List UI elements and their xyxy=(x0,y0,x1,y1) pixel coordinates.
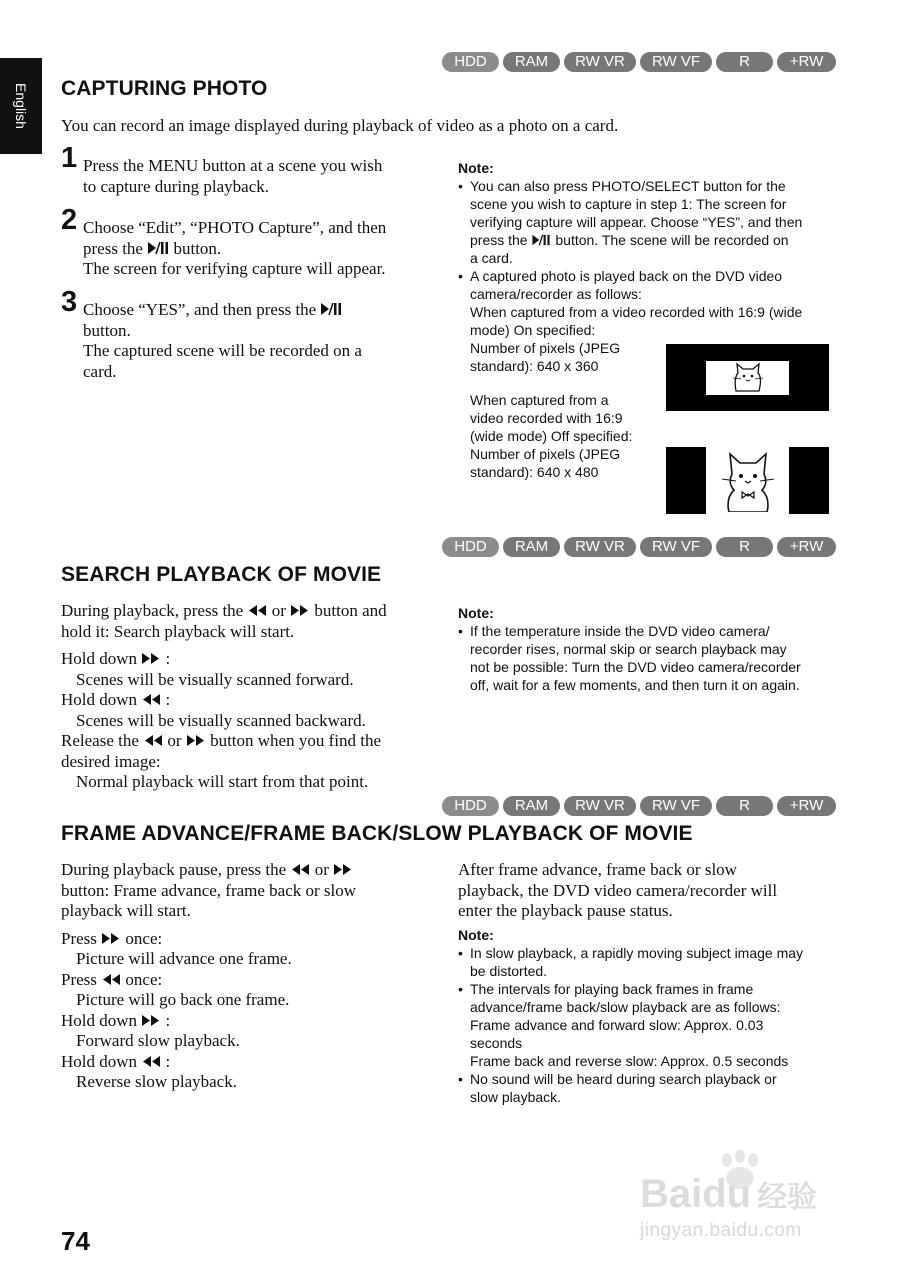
play-pause-icon xyxy=(531,234,551,246)
step-number: 1 xyxy=(61,142,78,174)
fast-forward-icon xyxy=(333,863,353,876)
badge-r: R xyxy=(716,52,773,72)
note-bullet xyxy=(458,622,838,694)
badge-rw-vf: RW VF xyxy=(640,796,712,816)
frame-after-text xyxy=(458,860,858,922)
body-text: Hold down xyxy=(61,649,138,668)
body-text: button: Frame advance, frame back or slow xyxy=(61,880,357,900)
baidu-watermark xyxy=(640,1150,860,1250)
note-bullet xyxy=(458,1070,843,1106)
body-text: Hold down xyxy=(61,690,138,709)
rewind-icon xyxy=(101,973,121,986)
note-line: • The intervals for playing back frames in frame xyxy=(470,981,754,997)
watermark-brand: Baidu xyxy=(640,1172,752,1216)
frame-body: During playback pause, press the or button: Frame advance, frame back or slow playback will start. Press once: Picture will advance one frame. Press once: Picture will go back one frame. Hold down : Forward slow playback. Hold down : Reverse slow playback. xyxy=(61,860,446,1093)
frame-note xyxy=(458,926,843,1106)
watermark-url: jingyan.baidu.com xyxy=(640,1220,802,1241)
fast-forward-icon xyxy=(186,734,206,747)
wide-mode-off-illustration xyxy=(666,447,829,514)
step-text: The screen for verifying capture will appear. xyxy=(83,259,386,278)
note-line: slow playback. xyxy=(470,1089,562,1105)
language-tab xyxy=(0,58,42,154)
body-text: Press xyxy=(61,928,97,948)
note-line: verifying capture will appear. Choose “YES”, and then xyxy=(470,214,803,230)
note-line: • If the temperature inside the DVD video camera/ xyxy=(470,623,770,639)
step-text: press the xyxy=(83,238,143,258)
badge-plus-rw: +RW xyxy=(777,796,836,816)
note-line: • You can also press PHOTO/SELECT button for the xyxy=(470,178,786,194)
note-line: • In slow playback, a rapidly moving subject image may xyxy=(470,945,804,961)
body-text: enter the playback pause status. xyxy=(458,901,673,920)
section-title-capture: CAPTURING PHOTO xyxy=(61,77,268,100)
badge-rw-vr: RW VR xyxy=(564,537,636,557)
body-text: once: xyxy=(125,928,163,948)
note-line: camera/recorder as follows: xyxy=(470,286,642,302)
body-text: After frame advance, frame back or slow xyxy=(458,860,737,879)
note-line: When captured from a video recorded with 16:9 (wide xyxy=(470,304,803,320)
search-note xyxy=(458,604,838,694)
badge-rw-vf: RW VF xyxy=(640,537,712,557)
media-badges-2 xyxy=(442,537,836,557)
body-text: During playback pause, press the xyxy=(61,860,287,879)
step-text: button. xyxy=(173,238,222,258)
note-line: scene you wish to capture in step 1: The screen for xyxy=(470,196,787,212)
badge-rw-vr: RW VR xyxy=(564,52,636,72)
body-text: hold it: Search playback will start. xyxy=(61,621,295,641)
note-line: not be possible: Turn the DVD video camera/recorder xyxy=(470,659,801,675)
body-text: playback, the DVD video camera/recorder will xyxy=(458,880,778,900)
body-text: once: xyxy=(125,969,163,989)
badge-ram: RAM xyxy=(503,796,560,816)
badge-ram: RAM xyxy=(503,52,560,72)
step-number: 3 xyxy=(61,286,78,318)
note-line: advance/frame back/slow playback are as follows: xyxy=(470,999,781,1015)
rewind-icon xyxy=(141,693,161,706)
step-text: to capture during playback. xyxy=(83,176,269,196)
step-text: Choose “Edit”, “PHOTO Capture”, and then xyxy=(83,218,387,237)
body-text: Scenes will be visually scanned forward. xyxy=(76,669,354,689)
badge-rw-vr: RW VR xyxy=(564,796,636,816)
note-title: Note: xyxy=(458,160,494,176)
body-text: Forward slow playback. xyxy=(76,1031,240,1050)
badge-r: R xyxy=(716,537,773,557)
note-line: Number of pixels (JPEG xyxy=(470,446,621,462)
fast-forward-icon xyxy=(141,652,161,665)
note-line: video recorded with 16:9 xyxy=(470,410,623,426)
step-text: card. xyxy=(83,361,117,381)
capture-note xyxy=(458,159,838,481)
note-line: seconds xyxy=(470,1035,523,1051)
body-text: button and xyxy=(314,601,387,620)
body-text: Release the xyxy=(61,731,139,750)
step-text: The captured scene will be recorded on a xyxy=(83,341,362,360)
note-bullet xyxy=(458,177,838,267)
body-text: Picture will go back one frame. xyxy=(76,990,290,1009)
step-text: button. xyxy=(83,320,131,340)
note-line: Frame advance and forward slow: Approx. 0.03 xyxy=(470,1017,764,1033)
badge-hdd: HDD xyxy=(442,52,499,72)
rewind-icon xyxy=(141,1055,161,1068)
body-text: Press xyxy=(61,969,97,989)
fast-forward-icon xyxy=(101,932,121,945)
badge-hdd: HDD xyxy=(442,537,499,557)
section-title-frame: FRAME ADVANCE/FRAME BACK/SLOW PLAYBACK OF MOVIE xyxy=(61,822,693,845)
badge-ram: RAM xyxy=(503,537,560,557)
rewind-icon xyxy=(247,604,267,617)
body-text: Reverse slow playback. xyxy=(76,1072,237,1091)
watermark-sub: 经验 xyxy=(757,1181,818,1214)
note-line: off, wait for a few moments, and then turn it on again. xyxy=(470,677,800,693)
note-title: Note: xyxy=(458,927,494,943)
body-text: Hold down xyxy=(61,1051,138,1071)
section-title-search: SEARCH PLAYBACK OF MOVIE xyxy=(61,563,382,586)
cat-icon xyxy=(730,361,766,395)
body-text: button when you find the xyxy=(210,731,381,750)
note-line: mode) On specified: xyxy=(470,322,596,338)
note-line: Number of pixels (JPEG xyxy=(470,340,621,356)
badge-plus-rw: +RW xyxy=(777,52,836,72)
cat-icon xyxy=(720,450,776,512)
body-text: playback will start. xyxy=(61,901,191,920)
body-text: Picture will advance one frame. xyxy=(76,949,292,968)
badge-r: R xyxy=(716,796,773,816)
fast-forward-icon xyxy=(290,604,310,617)
note-line: recorder rises, normal skip or search playback may xyxy=(470,641,787,657)
note-title: Note: xyxy=(458,605,494,621)
note-line: When captured from a xyxy=(470,392,609,408)
body-text: or xyxy=(271,601,286,620)
step-number: 2 xyxy=(61,204,78,236)
body-text: During playback, press the xyxy=(61,601,244,620)
media-badges-3 xyxy=(442,796,836,816)
language-tab-label: English xyxy=(13,83,29,129)
note-line: a card. xyxy=(470,250,513,266)
wide-mode-on-illustration xyxy=(666,344,829,411)
note-bullet xyxy=(458,944,843,980)
note-line: press the xyxy=(470,232,528,248)
note-line: button. The scene will be recorded on xyxy=(555,232,789,248)
note-line: • A captured photo is played back on the DVD video xyxy=(470,268,783,284)
badge-plus-rw: +RW xyxy=(777,537,836,557)
body-text: Scenes will be visually scanned backward. xyxy=(76,710,366,730)
body-text: or xyxy=(314,860,329,879)
note-line: • No sound will be heard during search playback or xyxy=(470,1071,777,1087)
note-bullet xyxy=(458,980,843,1070)
media-badges-1 xyxy=(442,52,836,72)
page-number: 74 xyxy=(61,1226,90,1256)
play-pause-icon xyxy=(147,241,169,255)
body-text: desired image: xyxy=(61,751,161,771)
note-line: Frame back and reverse slow: Approx. 0.5 seconds xyxy=(470,1053,789,1069)
body-text: or xyxy=(167,731,182,750)
fast-forward-icon xyxy=(141,1014,161,1027)
step-text: Press the MENU button at a scene you wish xyxy=(83,156,383,175)
note-line: (wide mode) Off specified: xyxy=(470,428,633,444)
note-line: standard): 640 x 480 xyxy=(470,464,599,480)
badge-hdd: HDD xyxy=(442,796,499,816)
rewind-icon xyxy=(290,863,310,876)
play-pause-icon xyxy=(320,302,342,316)
search-body: During playback, press the or button and hold it: Search playback will start. Hold down : Scenes will be visually scanned forward. Hold down : Scenes will be visually scanned backward. Release the or button when you find the desired image: Normal playback will start from that point. xyxy=(61,601,446,793)
badge-rw-vf: RW VF xyxy=(640,52,712,72)
note-line: standard): 640 x 360 xyxy=(470,358,599,374)
rewind-icon xyxy=(143,734,163,747)
step-text: Choose “YES”, and then press the xyxy=(83,300,317,319)
body-text: Hold down xyxy=(61,1010,138,1030)
note-line: be distorted. xyxy=(470,963,548,979)
capture-intro: You can record an image displayed during playback of video as a photo on a card. xyxy=(61,116,619,135)
body-text: Normal playback will start from that point. xyxy=(76,772,369,791)
